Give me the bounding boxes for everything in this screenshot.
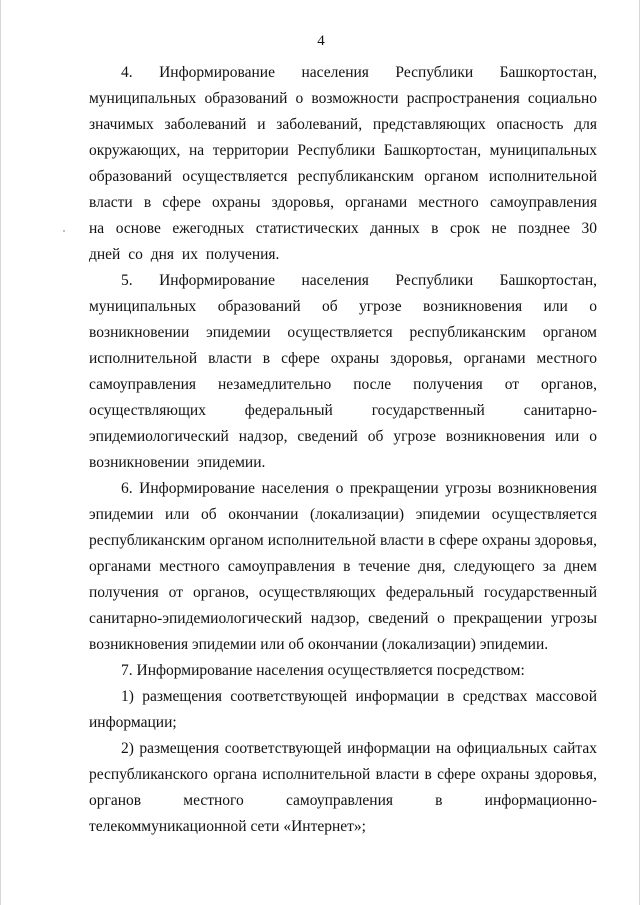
paragraph-5: 5. Информирование населения Республики Башкортостан, муниципальных образований об угрозе возникновения или о возникновении эпидемии осуществляется республиканским органом исполнительной власти в сфере охраны здоровья, органами местного самоуправления незамедлительно после получения от органов, осуществляющих федеральный государственный санитарно-эпидемиологический надзор, сведений об угрозе возникновения или о возникновении эпидемии. (89, 272, 597, 471)
list-item-2: 2) размещения соответствующей информации на официальных сайтах республиканского органа исполнительной власти в сфере охраны здоровья, органов местного самоуправления в информационно-телекоммуникационной сети «Интернет»; (89, 740, 597, 835)
paragraph-6: 6. Информирование населения о прекращении угрозы возникновения эпидемии или об окончании (локализации) эпидемии осуществляется республиканским органом исполнительной власти в сфере охраны здоровья, органами местного самоуправления в течение дня, следующего за днем получения от органов, осуществляющих федеральный государственный санитарно-эпидемиологический надзор, сведений о прекращении угрозы возникновения эпидемии или об окончании (локализации) эпидемии. (89, 480, 597, 653)
paragraph-7: 7. Информирование населения осуществляется посредством: (121, 662, 525, 679)
document-body (89, 60, 597, 840)
scan-speck (63, 230, 65, 232)
paragraph-4: 4. Информирование населения Республики Башкортостан, муниципальных образований о возможности распространения социально значимых заболеваний и заболеваний, представляющих опасность для окружающих, на территории Республики Башкортостан, муниципальных образований осуществляется республиканским органом исполнительной власти в сфере охраны здоровья, органами местного самоуправления на основе ежегодных статистических данных в срок не позднее 30 дней со дня их получения. (89, 64, 597, 263)
list-item-1: 1) размещения соответствующей информации в средствах массовой информации; (89, 688, 597, 731)
page-number: 4 (317, 33, 325, 49)
